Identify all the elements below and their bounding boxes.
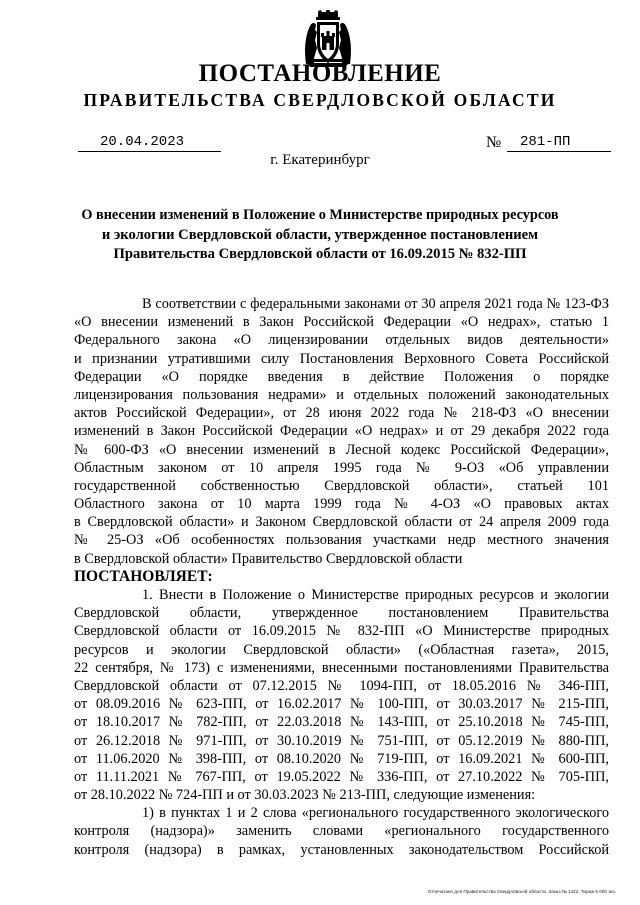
body-line: в Свердловской области» Правительство Свердловской области — [74, 550, 463, 567]
body-line: 1. Внести в Положение о Министерстве природных ресурсов и экологии — [142, 587, 609, 603]
document-city: г. Екатеринбург — [270, 152, 370, 168]
number-sign: № — [486, 134, 502, 151]
body-line: контроля (надзора)» заменить словами «регионального государственного — [74, 823, 609, 840]
document-subtitle: ПРАВИТЕЛЬСТВА СВЕРДЛОВСКОЙ ОБЛАСТИ — [83, 90, 557, 110]
body-line: Федерального закона «О лицензировании отдельных видов деятельности» — [74, 332, 609, 349]
document-heading — [80, 206, 560, 265]
body-line: Свердловской области от 07.12.2015 № 1094-ПП, от 18.05.2016 № 346-ПП, — [74, 677, 609, 694]
body-line: Областного закона от 10 марта 1999 года № 4-ОЗ «О правовых актах — [74, 496, 609, 513]
body-line: «О внесении изменений в Закон Российской Федерации «О недрах», статью 1 — [74, 314, 609, 331]
body-line: 22 сентября, № 173) с изменениями, внесенными постановлениями Правительства — [74, 659, 609, 676]
resolution-keyword: ПОСТАНОВЛЯЕТ: — [74, 567, 213, 585]
heading-line: О внесении изменений в Положение о Министерстве природных ресурсов — [81, 207, 559, 223]
print-footnote: Отпечатано для Правительства Свердловской области. Заказ № 1422. Тираж 5 000 экз. — [427, 889, 616, 894]
body-line: от 18.10.2017 № 782-ПП, от 22.03.2018 № 143-ПП, от 25.10.2018 № 745-ПП, — [74, 714, 609, 731]
body-line: 1) в пунктах 1 и 2 слова «регионального государственного экологического — [142, 805, 609, 822]
heading-line: и экологии Свердловской области, утвержденное постановлением — [101, 226, 539, 243]
body-line: от 11.06.2020 № 398-ПП, от 08.10.2020 № 719-ПП, от 16.09.2021 № 600-ПП, — [74, 750, 609, 767]
heading-line: Правительства Свердловской области от 16.09.2015 № 832-ПП — [113, 246, 527, 262]
body-line: от 28.10.2022 № 724-ПП и от 30.03.2023 № 213-ПП, следующие изменения: — [74, 787, 536, 804]
body-line: ресурсов и экологии Свердловской области» («Областная газета», 2015, — [74, 641, 609, 658]
body-line: в Свердловской области» и Законом Свердловской области от 24 апреля 2009 года — [74, 514, 609, 531]
body-line: Свердловской области от 16.09.2015 № 832-ПП «О Министерстве природных — [74, 623, 609, 640]
document-date: 20.04.2023 — [100, 134, 185, 150]
body-line: В соответствии с федеральными законами от 30 апреля 2021 года № 123-ФЗ — [142, 296, 609, 312]
document-title: ПОСТАНОВЛЕНИЕ — [198, 60, 442, 87]
body-line: от 26.12.2018 № 971-ПП, от 30.10.2019 № 751-ПП, от 05.12.2019 № 880-ПП, — [74, 732, 609, 749]
body-line: лицензирования пользования недрами» и отдельных положений законодательных — [74, 386, 609, 403]
body-line: от 11.11.2021 № 767-ПП, от 19.05.2022 № 336-ПП, от 27.10.2022 № 705-ПП, — [74, 768, 609, 785]
body-line: и признании утратившими силу Постановления Верховного Совета Российской — [74, 350, 609, 367]
body-line: от 08.09.2016 № 623-ПП, от 16.02.2017 № 100-ПП, от 30.03.2017 № 215-ПП, — [74, 696, 609, 713]
body-line: № 25-ОЗ «Об особенностях пользования участками недр местного значения — [74, 532, 609, 549]
document-number: 281-ПП — [520, 134, 571, 150]
body-line: актов Российской Федерации», от 28 июня 2022 года № 218-ФЗ «О внесении — [74, 405, 609, 422]
body-line: № 600-ФЗ «О внесении изменений в Лесной кодекс Российской Федерации», — [74, 441, 609, 458]
body-line: Федерации «О порядке введения в действие Положения о порядке — [74, 368, 609, 385]
body-line: Свердловской области, утвержденное постановлением Правительства — [74, 605, 609, 622]
body-line: Областным законом от 10 апреля 1995 года № 9-ОЗ «Об управлении — [74, 459, 609, 476]
document-body — [74, 295, 609, 859]
body-line: изменений в Закон Российской Федерации «О недрах» и от 29 декабря 2022 года — [74, 423, 609, 440]
body-line: контроля (надзора) в рамках, установленных законодательством Российской — [74, 841, 609, 858]
body-line: государственной собственностью Свердловской области», статьей 101 — [74, 477, 609, 494]
